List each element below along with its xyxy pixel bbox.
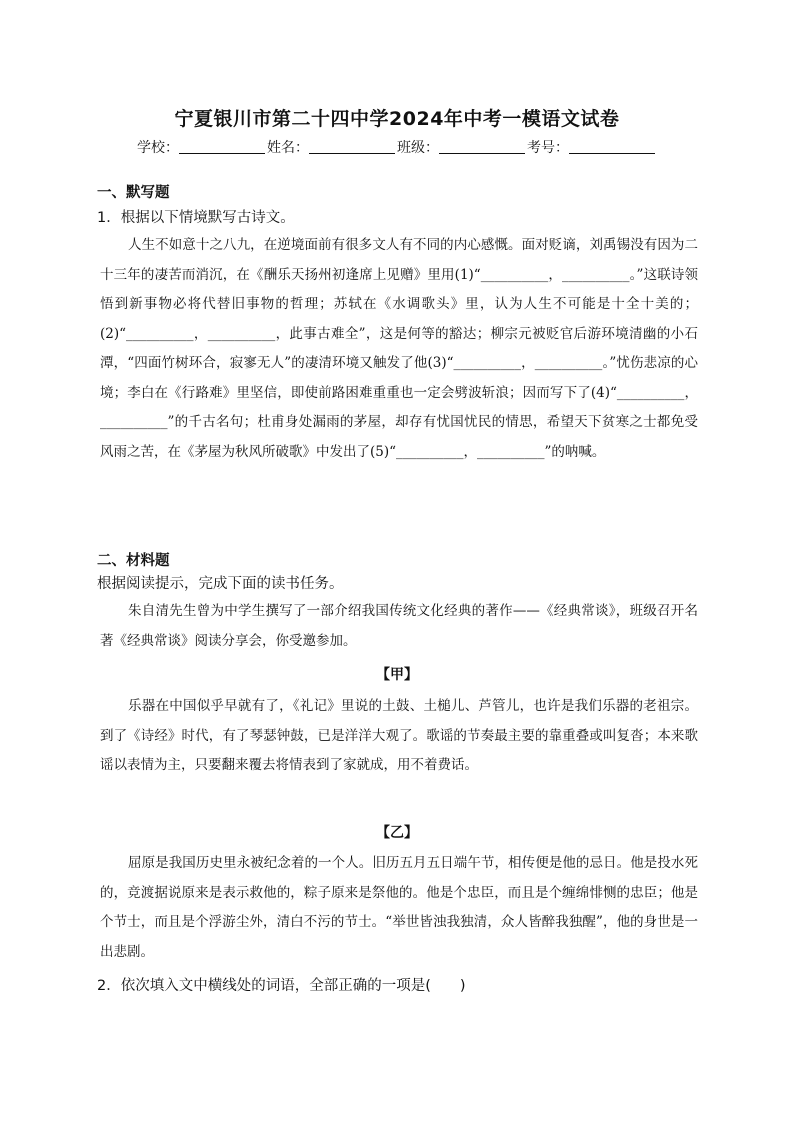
class-label: 班级： xyxy=(397,140,439,156)
question-1-prompt: 1．根据以下情境默写古诗文。 xyxy=(97,210,295,226)
section-heading-dictation: 一、默写题 xyxy=(97,185,170,201)
section-heading-material: 二、材料题 xyxy=(97,553,170,569)
passage-yi: 屈原是我国历史里永被纪念着的一个人。旧历五月五日端午节，相传便是他的忌日。他是投水死的，竞渡据说原来是表示救他的，粽子原来是祭他的。他是个忠臣，而且是个缠绵悱恻的忠臣；他是个节士，而且是个浮游尘外，清白不污的节士。“举世皆浊我独清，众人皆醉我独醒”，他的身世是一出悲剧。 xyxy=(100,855,698,960)
question-2-prompt: 2．依次填入文中横线处的词语，全部正确的一项是( ) xyxy=(97,978,466,994)
passage-jia-label: 【甲】 xyxy=(376,667,418,683)
number-blank xyxy=(569,140,655,154)
question-1-passage: 人生不如意十之八九，在逆境面前有很多文人有不同的内心感慨。面对贬谪，刘禹锡没有因为二十三年的凄苦而消沉，在《酬乐天扬州初逢席上见赠》里用(1)“__________，__________。”这联诗领悟到新事物必将代替旧事物的哲理；苏轼在《水调歌头》里，认为人生不可能是十全十美的；(2)“__________，__________，此事古难全”，这是何等的豁达；柳宗元被贬官后游环境清幽的小石潭，“四面竹树环合，寂寥无人”的凄清环境又触发了他(3)“__________，__________。”忧伤悲凉的心境；李白在《行路难》里坚信，即使前路困难重重也一定会劈波斩浪；因而写下了(4)“__________，__________”的千古名句；杜甫身处漏雨的茅屋，却存有忧国忧民的情思，希望天下贫寒之士都免受风雨之苦，在《茅屋为秋风所破歌》中发出了(5)“__________，__________”的呐喊。 xyxy=(100,237,698,460)
material-intro: 根据阅读提示，完成下面的读书任务。 xyxy=(97,576,344,592)
page-title: 宁夏银川市第二十四中学2024年中考一模语文试卷 xyxy=(174,108,620,130)
passage-jia: 乐器在中国似乎早就有了，《礼记》里说的土鼓、土槌儿、芦管儿，也许是我们乐器的老祖宗。到了《诗经》时代，有了琴瑟钟鼓，已是洋洋大观了。歌谣的节奏最主要的靠重叠或叫复沓；本来歌谣以表情为主，只要翻来覆去将情表到了家就成，用不着费话。 xyxy=(100,698,698,773)
material-lead: 朱自清先生曾为中学生撰写了一部介绍我国传统文化经典的著作——《经典常谈》，班级召开名著《经典常谈》阅读分享会，你受邀参加。 xyxy=(100,603,698,649)
school-label: 学校： xyxy=(137,140,179,156)
passage-yi-label: 【乙】 xyxy=(376,825,418,841)
name-blank xyxy=(309,140,395,154)
school-blank xyxy=(179,140,265,154)
class-blank xyxy=(439,140,525,154)
name-label: 姓名： xyxy=(267,140,309,156)
number-label: 考号： xyxy=(527,140,569,156)
student-info-line xyxy=(0,137,794,157)
